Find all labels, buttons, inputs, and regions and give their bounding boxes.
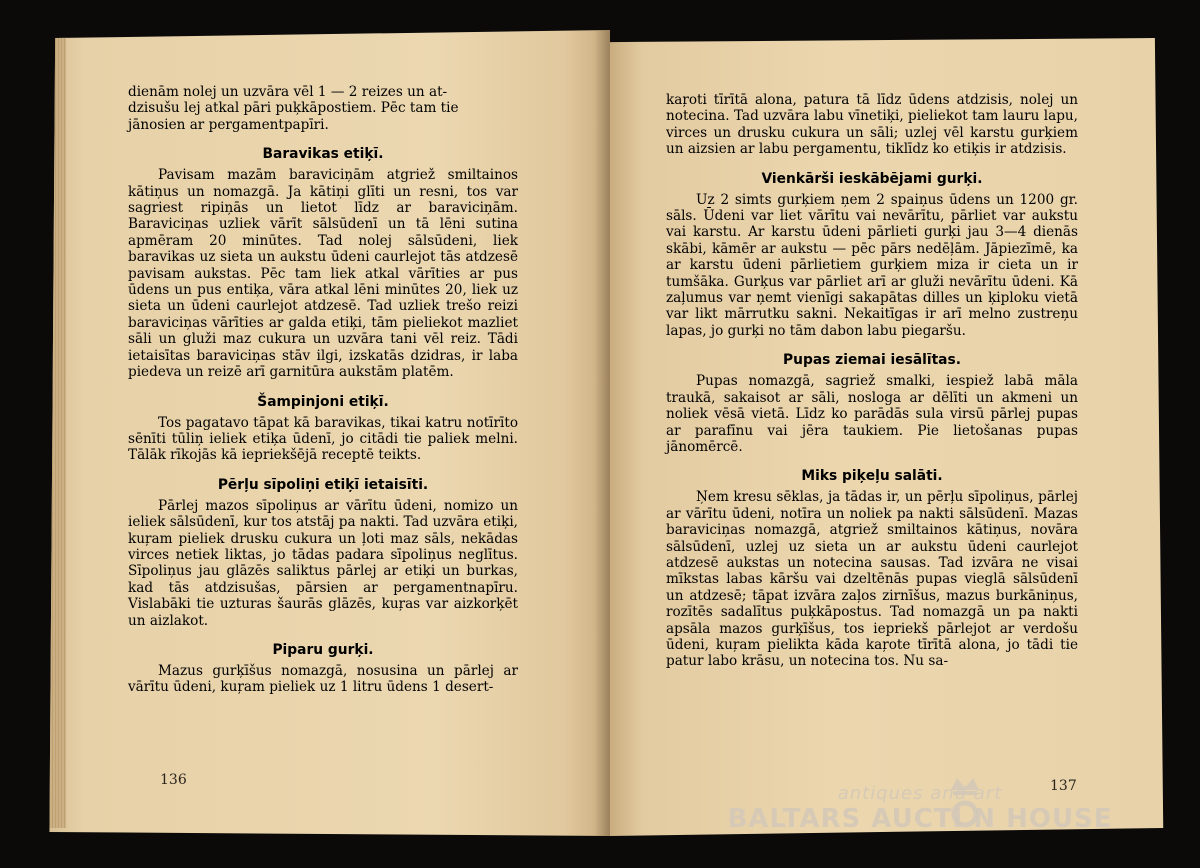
section-text: Pupas nomazgā, sagriež smalki, iespiež labā māla traukā, sakaisot ar sāli, nosloga ar dēlīti un akmeni un noliek vēsā vietā. Līdz ko parādās sula virsū pārlej pupas ar parafīnu vai jēra taukiem. Pie lietošanas pupas jānomērcē. [666,373,1078,455]
section-text: Pārlej mazos sīpoliņus ar vārītu ūdeni, nomizo un ieliek sālsūdenī, kur tos atstāj pa nakti. Tad uzvāra etiķi, kuŗam pieliek drusku cukura un ļoti maz sāls, nekādas virces netiek liktas, jo tādas padara sīpoliņus neglītus. Sīpoliņus jau glāzēs saliktus pārlej ar etiķi un burkas, kad tās atdzisušas, pārsien ar pergamentnapīru. Vislabāki tie uzturas šaurās glāzēs, kuŗas var aizkorķēt un aizlakot. [128,497,518,629]
intro-text: kaŗoti tīrītā alona, patura tā līdz ūdens atdzisis, nolej un notecina. Tad uzvāra labu vīnetiķi, pieliekot tam lauru lapu, virces un drusku cukura un sāli; uzlej vēl karstu gurķiem un aizsien ar labu pergamentu, tiklīdz ko etiķis ir atdzisis. [666,92,1078,158]
section-title: Piparu gurķi. [272,641,374,658]
section-title: Pupas ziemai iesālītas. [783,352,961,369]
section-title: Šampinjoni etiķī. [257,393,389,410]
intro-line: dzisušu lej atkal pāri puķkāpostiem. Pēc tam tie [128,100,459,117]
section-text: Uz 2 simts gurķiem ņem 2 spaiņus ūdens un 1200 gr. sāls. Ūdeni var liet vārītu vai nevārītu, pārliet var aukstu vai karstu. Ar karstu ūdeni pārlieti gurķi jau 3—4 dienās skābi, kāmēr ar aukstu — pēc pārs nedēļām. Jāpiezīmē, ka ar karstu ūdeni pārlietiem gurķiem miza ir cieta un ir tumšāka. Gurķus var pārliet arī ar gluži nevārītu ūdeni. Kā zaļumus var ņemt vienīgi sakapātas dilles un ķiploku vietā var likt mārrutku sakni. Nekaitīgas ir arī melno zustreņu lapas, jo gurķi no tām dabon labu piegaršu. [666,191,1078,339]
page-edges [38,36,66,828]
watermark-title: BALTARS AUCTI N HOUSE [727,804,1113,834]
section-title: Pērļu sīpoliņi etiķī ietaisīti. [217,476,429,493]
auction-house-watermark [720,784,1120,840]
watermark-subtitle: antiques and art [837,783,1003,804]
section-title: Miks piķeļu salāti. [801,468,943,485]
right-page-text [666,92,1078,670]
page-number-right: 137 [1050,778,1077,794]
intro-line: dienām nolej un uzvāra vēl 1 — 2 reizes un at- [128,84,448,100]
section-text: Mazus gurķīšus nomazgā, nosusina un pārlej ar vārītu ūdeni, kuŗam pieliek uz 1 litru ūdens 1 desert- [128,662,518,696]
left-page-text [128,84,518,696]
section-text: Pavisam mazām baraviciņām atgriež smiltainos kātiņus un nomazgā. Ja kātiņi glīti un resni, tos var sagriest ripiņās un lietot līdz ar baraviciņām. Baraviciņas uzliek vārīt sālsūdenī un tā lēni sutina apmēram 20 minūtes. Tad nolej sālsūdeni, liek baravikas uz sieta un aukstu ūdeni caurlejot tās atdzesē pavisam aukstas. Pēc tam liek atkal vārīties ar pus ūdens un pus entiķa, vāra atkal lēni minūtes 20, liek uz sieta un ūdeni caurlejot atdzesē. Tad uzliek trešo reizi baraviciņas vārīties ar galda etiķi, tām pieliekot mazliet sāli un gluži maz cukura un uzvāra tani vēl reiz. Tādi ietaisītas baraviciņas stāv ilgi, izskatās dzidras, ir laba piedeva un reizē arī garnitūra aukstām platēm. [128,167,518,381]
section-text: Tos pagatavo tāpat kā baravikas, tikai katru notīrīto sēnīti tūliņ ieliek etiķa ūdenī, jo citādi tie paliek melni. Tālāk rīkojās kā iepriekšējā receptē teikts. [128,414,518,464]
section-text: Ņem kresu sēklas, ja tādas ir, un pērļu sīpoliņus, pārlej ar vārītu ūdeni, notīra un noliek pa nakti sālsūdenī. Mazas baraviciņas nomazgā, atgriež smiltainos kātiņus, novāra sālsūdenī, uzlej uz sieta un ar aukstu ūdeni caurlejot atdzesē aukstas un notecina sausas. Tad izvāra ne visai mīkstas labas kāršu vai dzeltēnās pupas vieglā sālsūdenī un atdzesē; tāpat izvāra zaļos zirnīšus, mazus burkāniņus, rozītēs sadalītus puķkāpostus. Tad nomazgā un pa nakti apsāla mazos gurķīšus, tos iepriekš pārlejot ar verdošu ūdeni, kuŗam pielikta kāda kaŗote tīrītā alona, jo tādi tie patur labo krāsu, un notecina tos. Nu sa- [666,489,1078,670]
section-title: Baravikas etiķī. [262,146,384,163]
section-title: Vienkārši ieskābējami gurķi. [761,170,983,187]
intro-line: jānosien ar pergamentpapīri. [128,116,329,133]
page-number-left: 136 [160,772,187,788]
